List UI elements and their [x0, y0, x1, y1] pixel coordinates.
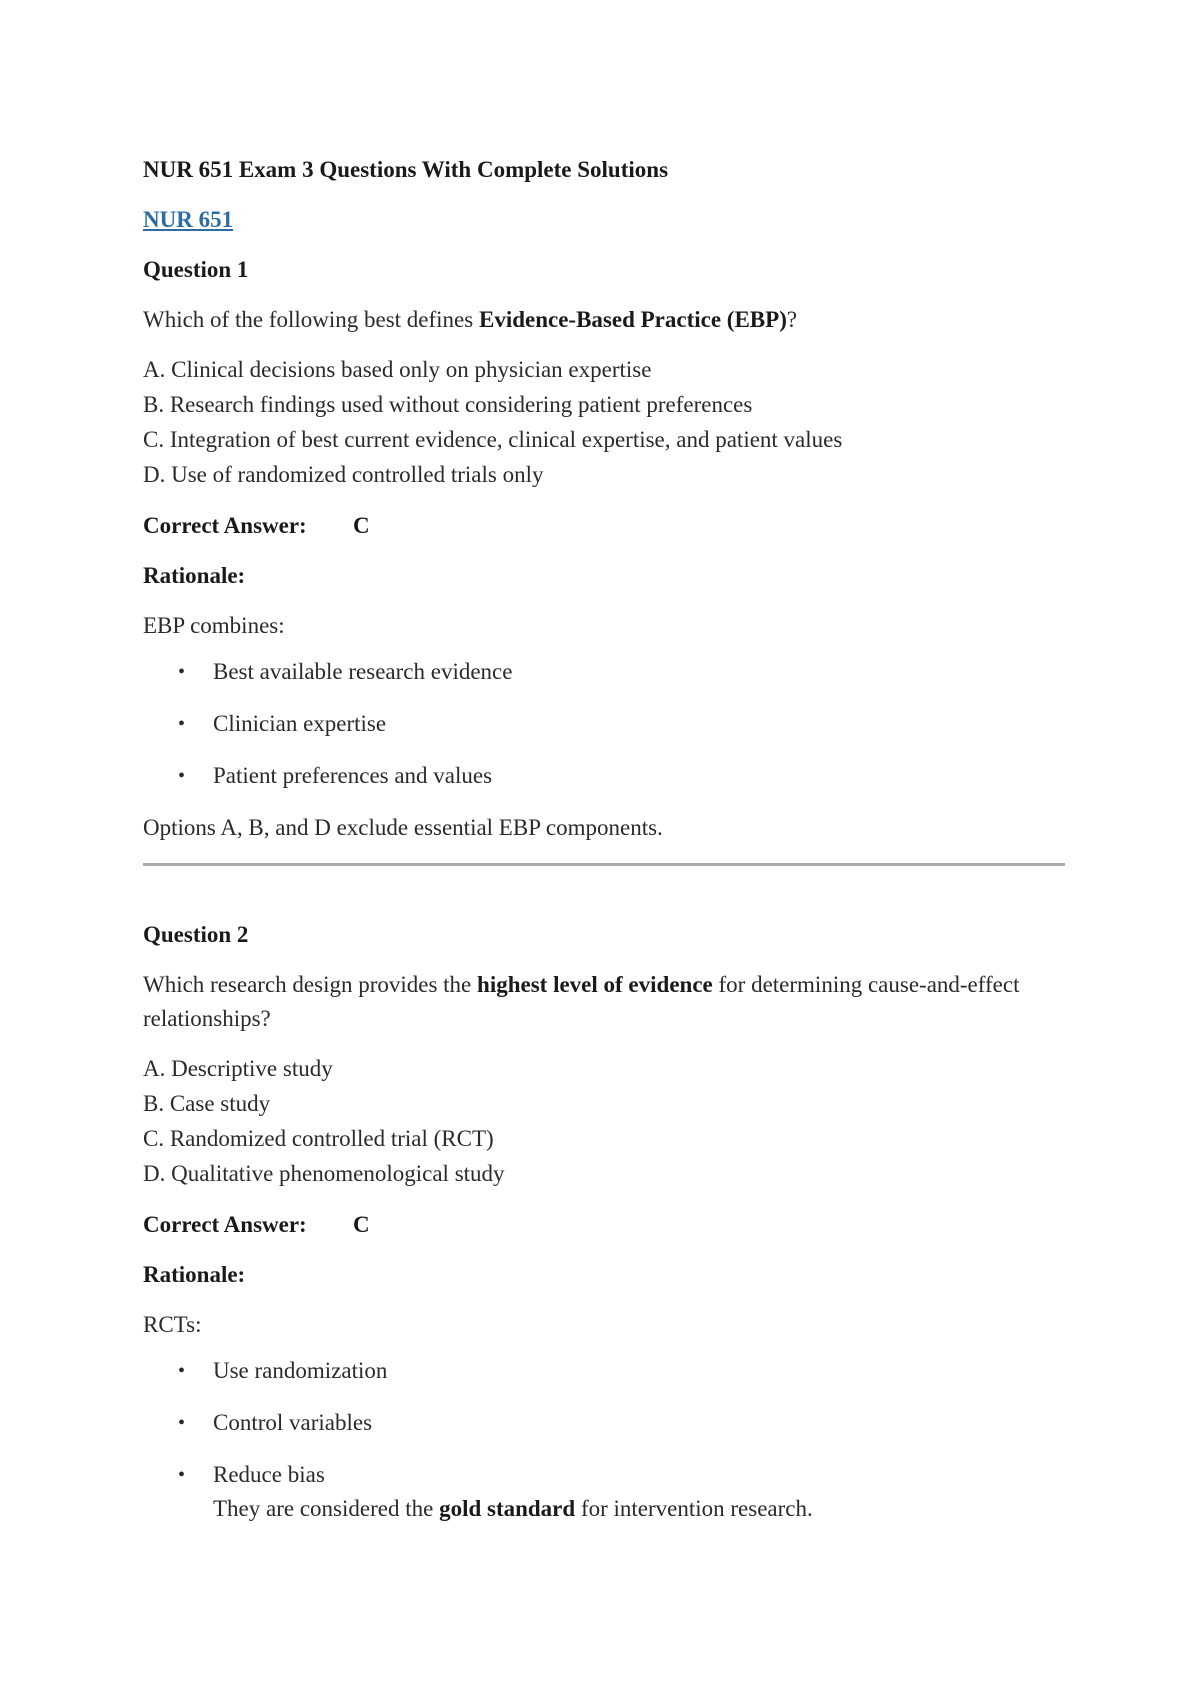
question-text: Which of the following best defines Evidence-Based Practice (EBP)? [143, 307, 798, 332]
document-page [143, 153, 1063, 1526]
list-item: • Best available research evidence [143, 655, 1063, 689]
correct-answer [143, 509, 1063, 543]
option-b: B. Case study [143, 1091, 271, 1116]
list-item: • Clinician expertise [143, 707, 1063, 741]
rationale-heading: Rationale: [143, 1262, 246, 1287]
list-item: • Use randomization [143, 1354, 1063, 1388]
option-c: C. Integration of best current evidence, clinical expertise, and patient values [143, 427, 843, 452]
option-a: A. Clinical decisions based only on physician expertise [143, 357, 652, 382]
bullet-icon: • [178, 765, 186, 787]
option-a: A. Descriptive study [143, 1056, 333, 1081]
rationale-list [143, 1354, 1063, 1492]
option-c: C. Randomized controlled trial (RCT) [143, 1126, 494, 1151]
option-d: D. Qualitative phenomenological study [143, 1161, 505, 1186]
correct-answer-label: Correct Answer: [143, 513, 307, 538]
option-b: B. Research findings used without considering patient preferences [143, 392, 753, 417]
question-1 [143, 253, 1063, 845]
list-item: • Reduce bias [143, 1458, 1063, 1492]
answer-options [143, 353, 1063, 493]
correct-answer [143, 1208, 1063, 1242]
correct-answer-value: C [353, 1212, 370, 1237]
rationale-closing: They are considered the gold standard for intervention research. [213, 1496, 813, 1521]
question-heading: Question 1 [143, 257, 249, 282]
answer-options [143, 1052, 1063, 1192]
bullet-icon: • [178, 713, 186, 735]
list-item: • Control variables [143, 1406, 1063, 1440]
question-heading: Question 2 [143, 922, 249, 947]
correct-answer-value: C [353, 513, 370, 538]
bullet-icon: • [178, 1464, 186, 1486]
document-title: NUR 651 Exam 3 Questions With Complete Solutions [143, 157, 669, 182]
rationale-heading: Rationale: [143, 563, 246, 588]
rationale-closing: Options A, B, and D exclude essential EBP components. [143, 815, 663, 840]
rationale-lead: EBP combines: [143, 613, 285, 638]
rationale-list [143, 655, 1063, 793]
question-text: Which research design provides the highest level of evidence for determining cause-and-effect relationships? [143, 972, 1020, 1031]
list-item: • Patient preferences and values [143, 759, 1063, 793]
rationale-lead: RCTs: [143, 1312, 202, 1337]
question-2 [143, 918, 1063, 1526]
bullet-icon: • [178, 1360, 186, 1382]
correct-answer-label: Correct Answer: [143, 1212, 307, 1237]
option-d: D. Use of randomized controlled trials only [143, 462, 544, 487]
bullet-icon: • [178, 661, 186, 683]
bullet-icon: • [178, 1412, 186, 1434]
course-link[interactable]: NUR 651 [143, 207, 234, 232]
